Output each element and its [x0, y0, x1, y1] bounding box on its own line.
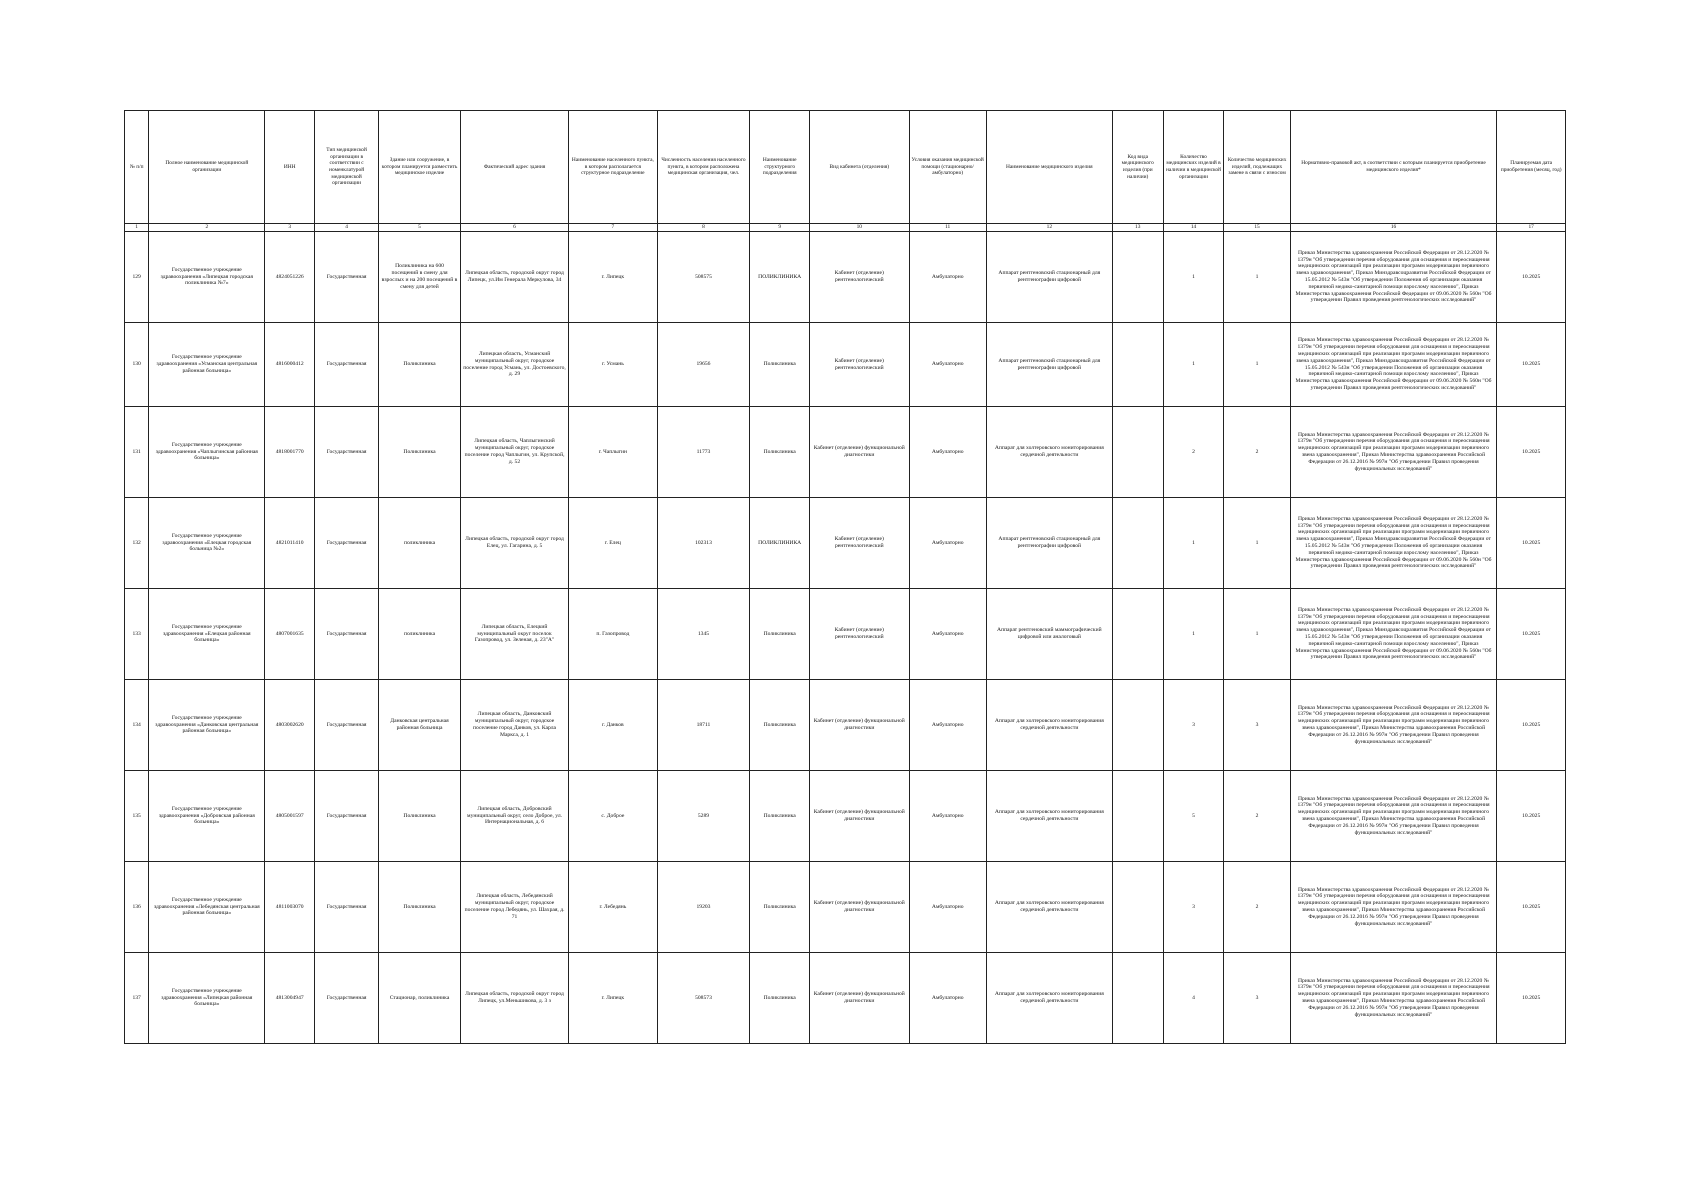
qty-available: 5 [1163, 771, 1224, 862]
address-cell: Липецкая область, Добровский муниципальный округ, село Доброе, ул. Интернациональная, д. 6 [460, 771, 568, 862]
table-header [125, 111, 1566, 232]
column-header-15: Количество медицинских изделий, подлежащих замене в связи с износом [1224, 111, 1290, 224]
legal-act [1290, 232, 1497, 323]
conditions-cell: Амбулаторно [909, 407, 986, 498]
legal-act-text: Приказ Министерства здравоохранения Российской Федерации от 28.12.2020 № 1379н "Об утверждении перечня оборудования для оснащения и переоснащения медицинских организаций при реализации программ модернизации первичного звена здравоохранения", Приказ Министерства здравоохранения Российской Федерации от 26.12.2016 № 997н "Об утверждении Правил проведения функциональных исследований" [1297, 977, 1490, 1018]
inn-cell: 4811003070 [265, 862, 315, 953]
organization-name: Государственное учреждение здравоохранения «Липецкая районная больница» [149, 953, 265, 1044]
address-cell: Липецкая область, городской округ город Липецк, ул.Им Генерала Меркулова, 34 [460, 232, 568, 323]
table-row [125, 862, 1566, 953]
legal-act-text: Приказ Министерства здравоохранения Российской Федерации от 28.12.2020 № 1379н "Об утверждении перечня оборудования для оснащения и переоснащения медицинских организаций при реализации программ модернизации первичного звена здравоохранения", Приказ Министерства здравоохранения Российской Федерации от 26.12.2016 № 997н "Об утверждении Правил проведения функциональных исследований" [1297, 886, 1490, 927]
inn-cell: 4816000412 [265, 323, 315, 407]
legal-act [1290, 498, 1497, 589]
inn-cell: 4821011410 [265, 498, 315, 589]
device-name: Аппарат для холтеровского мониторирования сердечной деятельности [986, 680, 1112, 771]
row-number: 133 [125, 589, 149, 680]
planned-date: 10.2025 [1497, 589, 1566, 680]
column-number: 3 [265, 224, 315, 232]
inn-cell: 4813004947 [265, 953, 315, 1044]
planned-date: 10.2025 [1497, 323, 1566, 407]
legal-act-text: Приказ Министерства здравоохранения Российской Федерации от 28.12.2020 № 1379н "Об утверждении перечня оборудования для оснащения и переоснащения медицинских организаций при реализации программ модернизации первичного звена здравоохранения", Приказ Министерства здравоохранения Российской Федерации от 26.12.2016 № 997н "Об утверждении Правил проведения функциональных исследований" [1297, 431, 1490, 472]
device-code [1112, 680, 1163, 771]
qty-available: 1 [1163, 498, 1224, 589]
cabinet-cell: Кабинет (отделение) функциональной диагностики [810, 862, 909, 953]
row-number: 135 [125, 771, 149, 862]
building-cell: Данковская центральная районная больница [379, 680, 461, 771]
device-code [1112, 232, 1163, 323]
locality-cell: г. Данков [569, 680, 657, 771]
unit-cell: Поликлиника [750, 589, 810, 680]
table-row [125, 589, 1566, 680]
device-name: Аппарат рентгеновский стационарный для рентгенографии цифровой [986, 232, 1112, 323]
column-header-7: Наименование населенного пункта, в котором располагается структурное подразделение [569, 111, 657, 224]
population-cell: 18711 [657, 680, 750, 771]
column-number: 11 [909, 224, 986, 232]
organization-name: Государственное учреждение здравоохранения «Усманская центральная районная больница» [149, 323, 265, 407]
table-body [125, 232, 1566, 1044]
column-header-9: Наименование структурного подразделения [750, 111, 810, 224]
device-name: Аппарат для холтеровского мониторирования сердечной деятельности [986, 771, 1112, 862]
column-header-1: № п/п [125, 111, 149, 224]
population-cell: 508575 [657, 232, 750, 323]
unit-cell: Поликлиника [750, 323, 810, 407]
address-cell: Липецкая область, Лебедянский муниципальный округ, городское поселение город Лебедянь, ул. Шахрая, д. 71 [460, 862, 568, 953]
cabinet-cell: Кабинет (отделение) рентгенологический [810, 498, 909, 589]
organization-name: Государственное учреждение здравоохранения «Елецкая городская больница №2» [149, 498, 265, 589]
planned-date: 10.2025 [1497, 680, 1566, 771]
legal-act-text: Приказ Министерства здравоохранения Российской Федерации от 28.12.2020 № 1379н "Об утверждении перечня оборудования для оснащения и переоснащения медицинских организаций при реализации программ модернизации первичного звена здравоохранения", Приказ Минздравсоцразвития Российской Федерации от 15.05.2012 № 543н "Об утверждении Положения об организации оказания первичной медико-санитарной помощи взрослому населению", Приказ Министерства здравоохранения Российской Федерации от 09.06.2020 № 560н "Об утверждении Правил проведения рентгенологических исследований" [1295, 606, 1492, 661]
qty-available: 3 [1163, 862, 1224, 953]
device-code [1112, 589, 1163, 680]
column-number: 5 [379, 224, 461, 232]
cabinet-cell: Кабинет (отделение) рентгенологический [810, 323, 909, 407]
row-number: 131 [125, 407, 149, 498]
org-type: Государственная [315, 407, 379, 498]
legal-act-text: Приказ Министерства здравоохранения Российской Федерации от 28.12.2020 № 1379н "Об утверждении перечня оборудования для оснащения и переоснащения медицинских организаций при реализации программ модернизации первичного звена здравоохранения", Приказ Минздравсоцразвития Российской Федерации от 15.05.2012 № 543н "Об утверждении Положения об организации оказания первичной медико-санитарной помощи взрослому населению", Приказ Министерства здравоохранения Российской Федерации от 09.06.2020 № 560н "Об утверждении Правил проведения рентгенологических исследований" [1295, 337, 1492, 391]
device-name: Аппарат для холтеровского мониторирования сердечной деятельности [986, 953, 1112, 1044]
conditions-cell: Амбулаторно [909, 323, 986, 407]
org-type: Государственная [315, 323, 379, 407]
planned-date: 10.2025 [1497, 232, 1566, 323]
population-cell: 11773 [657, 407, 750, 498]
legal-act [1290, 953, 1497, 1044]
table-row [125, 498, 1566, 589]
org-type: Государственная [315, 953, 379, 1044]
conditions-cell: Амбулаторно [909, 771, 986, 862]
table-row [125, 232, 1566, 323]
planned-date: 10.2025 [1497, 771, 1566, 862]
qty-to-replace: 2 [1224, 771, 1290, 862]
legal-act-text: Приказ Министерства здравоохранения Российской Федерации от 28.12.2020 № 1379н "Об утверждении перечня оборудования для оснащения и переоснащения медицинских организаций при реализации программ модернизации первичного звена здравоохранения", Приказ Министерства здравоохранения Российской Федерации от 26.12.2016 № 997н "Об утверждении Правил проведения функциональных исследований" [1297, 704, 1490, 745]
building-cell: Стационар, поликлиника [379, 953, 461, 1044]
device-name: Аппарат рентгеновский стационарный для рентгенографии цифровой [986, 323, 1112, 407]
table-row [125, 323, 1566, 407]
planned-date: 10.2025 [1497, 407, 1566, 498]
column-number: 13 [1112, 224, 1163, 232]
cabinet-cell: Кабинет (отделение) функциональной диагностики [810, 953, 909, 1044]
conditions-cell: Амбулаторно [909, 680, 986, 771]
column-header-8: Численность населения населенного пункта, в котором расположена медицинская организация, чел. [657, 111, 750, 224]
table-row [125, 407, 1566, 498]
qty-available: 2 [1163, 407, 1224, 498]
column-header-13: Код вида медицинского изделия (при наличии) [1112, 111, 1163, 224]
qty-available: 4 [1163, 953, 1224, 1044]
column-number: 4 [315, 224, 379, 232]
organization-name: Государственное учреждение здравоохранения «Добровская районная больница» [149, 771, 265, 862]
column-number: 12 [986, 224, 1112, 232]
building-cell: поликлиника [379, 589, 461, 680]
population-cell: 19656 [657, 323, 750, 407]
column-number: 16 [1290, 224, 1497, 232]
column-number: 14 [1163, 224, 1224, 232]
row-number: 130 [125, 323, 149, 407]
org-type: Государственная [315, 589, 379, 680]
legal-act [1290, 407, 1497, 498]
qty-to-replace: 1 [1224, 323, 1290, 407]
locality-cell: г. Чаплыгин [569, 407, 657, 498]
cabinet-cell: Кабинет (отделение) функциональной диагностики [810, 680, 909, 771]
cabinet-cell: Кабинет (отделение) рентгенологический [810, 589, 909, 680]
qty-to-replace: 2 [1224, 862, 1290, 953]
column-header-5: Здание или сооружение, в котором планируется разместить медицинское изделие [379, 111, 461, 224]
planned-date: 10.2025 [1497, 862, 1566, 953]
conditions-cell: Амбулаторно [909, 498, 986, 589]
unit-cell: Поликлиника [750, 771, 810, 862]
column-header-14: Количество медицинских изделий в наличии в медицинской организации [1163, 111, 1224, 224]
unit-cell: Поликлиника [750, 407, 810, 498]
population-cell: 19203 [657, 862, 750, 953]
header-row [125, 111, 1566, 224]
qty-available: 1 [1163, 232, 1224, 323]
inn-cell: 4803002620 [265, 680, 315, 771]
legal-act-text: Приказ Министерства здравоохранения Российской Федерации от 28.12.2020 № 1379н "Об утверждении перечня оборудования для оснащения и переоснащения медицинских организаций при реализации программ модернизации первичного звена здравоохранения", Приказ Минздравсоцразвития Российской Федерации от 15.05.2012 № 543н "Об утверждении Положения об организации оказания первичной медико-санитарной помощи взрослому населению", Приказ Министерства здравоохранения Российской Федерации от 09.06.2020 № 560н "Об утверждении Правил проведения рентгенологических исследований" [1295, 515, 1492, 570]
legal-act [1290, 589, 1497, 680]
address-cell: Липецкая область, Данковский муниципальный округ, городское поселение город Данков, ул. Карла Маркса, д. 1 [460, 680, 568, 771]
organization-name: Государственное учреждение здравоохранения «Елецкая районная больница» [149, 589, 265, 680]
building-cell: Поликлиника [379, 862, 461, 953]
org-type: Государственная [315, 862, 379, 953]
cabinet-cell: Кабинет (отделение) функциональной диагностики [810, 771, 909, 862]
address-cell: Липецкая область, Усманский муниципальный округ, городское поселение город Усмань, ул. Достоевского, д. 29 [460, 323, 568, 407]
legal-act [1290, 680, 1497, 771]
column-header-12: Наименование медицинского изделия [986, 111, 1112, 224]
qty-to-replace: 1 [1224, 589, 1290, 680]
conditions-cell: Амбулаторно [909, 589, 986, 680]
row-number: 137 [125, 953, 149, 1044]
population-cell: 5289 [657, 771, 750, 862]
unit-cell: Поликлиника [750, 862, 810, 953]
column-number: 9 [750, 224, 810, 232]
locality-cell: г. Усмань [569, 323, 657, 407]
device-name: Аппарат для холтеровского мониторирования сердечной деятельности [986, 862, 1112, 953]
column-number: 15 [1224, 224, 1290, 232]
qty-available: 3 [1163, 680, 1224, 771]
device-name: Аппарат рентгеновский стационарный для рентгенографии цифровой [986, 498, 1112, 589]
device-code [1112, 771, 1163, 862]
building-cell: Поликлиника [379, 407, 461, 498]
building-cell: Поликлиника [379, 771, 461, 862]
inn-cell: 4818001770 [265, 407, 315, 498]
conditions-cell: Амбулаторно [909, 953, 986, 1044]
unit-cell: ПОЛИКЛИНИКА [750, 232, 810, 323]
address-cell: Липецкая область, Елецкий муниципальный округ поселок Газопровод, ул. Зеленая, д. 23"А" [460, 589, 568, 680]
column-number: 10 [810, 224, 909, 232]
device-code [1112, 953, 1163, 1044]
qty-to-replace: 1 [1224, 498, 1290, 589]
org-type: Государственная [315, 680, 379, 771]
column-number: 7 [569, 224, 657, 232]
inn-cell: 4807001635 [265, 589, 315, 680]
table-row [125, 771, 1566, 862]
locality-cell: с. Доброе [569, 771, 657, 862]
column-header-17: Планируемая дата приобретения (месяц, год) [1497, 111, 1566, 224]
legal-act-text: Приказ Министерства здравоохранения Российской Федерации от 28.12.2020 № 1379н "Об утверждении перечня оборудования для оснащения и переоснащения медицинских организаций при реализации программ модернизации первичного звена здравоохранения", Приказ Минздравсоцразвития Российской Федерации от 15.05.2012 № 543н "Об утверждении Положения об организации оказания первичной медико-санитарной помощи взрослому населению", Приказ Министерства здравоохранения Российской Федерации от 09.06.2020 № 560н "Об утверждении Правил проведения рентгенологических исследований" [1295, 249, 1492, 304]
address-cell: Липецкая область, городской округ город Липецк, ул.Меньшикова, д. 3 з [460, 953, 568, 1044]
column-number: 17 [1497, 224, 1566, 232]
building-cell: поликлиника [379, 498, 461, 589]
locality-cell: г. Лебедянь [569, 862, 657, 953]
column-number: 6 [460, 224, 568, 232]
equipment-table [124, 110, 1566, 1044]
row-number: 132 [125, 498, 149, 589]
device-name: Аппарат рентгеновский маммографический цифровой или аналоговый [986, 589, 1112, 680]
building-cell: Поликлиника на 600 посещений в смену для взрослых и на 200 посещений в смену для детей [379, 232, 461, 323]
legal-act-text: Приказ Министерства здравоохранения Российской Федерации от 28.12.2020 № 1379н "Об утверждении перечня оборудования для оснащения и переоснащения медицинских организаций при реализации программ модернизации первичного звена здравоохранения", Приказ Министерства здравоохранения Российской Федерации от 26.12.2016 № 997н "Об утверждении Правил проведения функциональных исследований" [1297, 795, 1490, 836]
legal-act [1290, 771, 1497, 862]
column-header-3: ИНН [265, 111, 315, 224]
locality-cell: п. Газопровод [569, 589, 657, 680]
column-header-2: Полное наименование медицинской организации [149, 111, 265, 224]
column-header-11: Условия оказания медицинской помощи (стационарно/ амбулаторно) [909, 111, 986, 224]
organization-name: Государственное учреждение здравоохранения «Лебедянская центральная районная больница» [149, 862, 265, 953]
organization-name: Государственное учреждение здравоохранения «Липецкая городская поликлиника №7» [149, 232, 265, 323]
device-code [1112, 323, 1163, 407]
unit-cell: ПОЛИКЛИНИКА [750, 498, 810, 589]
organization-name: Государственное учреждение здравоохранения «Данковская центральная районная больница» [149, 680, 265, 771]
column-number: 8 [657, 224, 750, 232]
unit-cell: Поликлиника [750, 680, 810, 771]
qty-to-replace: 3 [1224, 953, 1290, 1044]
org-type: Государственная [315, 498, 379, 589]
qty-to-replace: 2 [1224, 407, 1290, 498]
table-row [125, 680, 1566, 771]
population-cell: 508573 [657, 953, 750, 1044]
population-cell: 1345 [657, 589, 750, 680]
cabinet-cell: Кабинет (отделение) функциональной диагностики [810, 407, 909, 498]
inn-cell: 4824051226 [265, 232, 315, 323]
table-row [125, 953, 1566, 1044]
conditions-cell: Амбулаторно [909, 232, 986, 323]
column-header-6: Фактический адрес здания [460, 111, 568, 224]
unit-cell: Поликлиника [750, 953, 810, 1044]
column-header-10: Вид кабинета (отделения) [810, 111, 909, 224]
legal-act [1290, 323, 1497, 407]
conditions-cell: Амбулаторно [909, 862, 986, 953]
building-cell: Поликлиника [379, 323, 461, 407]
column-number: 1 [125, 224, 149, 232]
address-cell: Липецкая область, Чаплыгинский муниципальный округ, городское поселение город Чаплыгин, ул. Крупской, д. 52 [460, 407, 568, 498]
device-code [1112, 407, 1163, 498]
locality-cell: г. Липецк [569, 953, 657, 1044]
column-header-16: Нормативно-правовой акт, в соответствии с которым планируется приобретение медицинского изделия* [1290, 111, 1497, 224]
org-type: Государственная [315, 771, 379, 862]
column-header-4: Тип медицинской организации в соответствии с номенклатурой медицинской организации [315, 111, 379, 224]
org-type: Государственная [315, 232, 379, 323]
qty-available: 1 [1163, 589, 1224, 680]
row-number: 136 [125, 862, 149, 953]
device-code [1112, 498, 1163, 589]
qty-available: 1 [1163, 323, 1224, 407]
device-name: Аппарат для холтеровского мониторирования сердечной деятельности [986, 407, 1112, 498]
row-number: 129 [125, 232, 149, 323]
planned-date: 10.2025 [1497, 498, 1566, 589]
locality-cell: г. Елец [569, 498, 657, 589]
column-number: 2 [149, 224, 265, 232]
device-code [1112, 862, 1163, 953]
cabinet-cell: Кабинет (отделение) рентгенологический [810, 232, 909, 323]
population-cell: 102313 [657, 498, 750, 589]
row-number: 134 [125, 680, 149, 771]
planned-date: 10.2025 [1497, 953, 1566, 1044]
qty-to-replace: 1 [1224, 232, 1290, 323]
legal-act [1290, 862, 1497, 953]
organization-name: Государственное учреждение здравоохранения «Чаплыгинская районная больница» [149, 407, 265, 498]
locality-cell: г. Липецк [569, 232, 657, 323]
address-cell: Липецкая область, городской округ город Елец, ул. Гагарина, д. 5 [460, 498, 568, 589]
inn-cell: 4805001597 [265, 771, 315, 862]
qty-to-replace: 3 [1224, 680, 1290, 771]
column-number-row [125, 224, 1566, 232]
